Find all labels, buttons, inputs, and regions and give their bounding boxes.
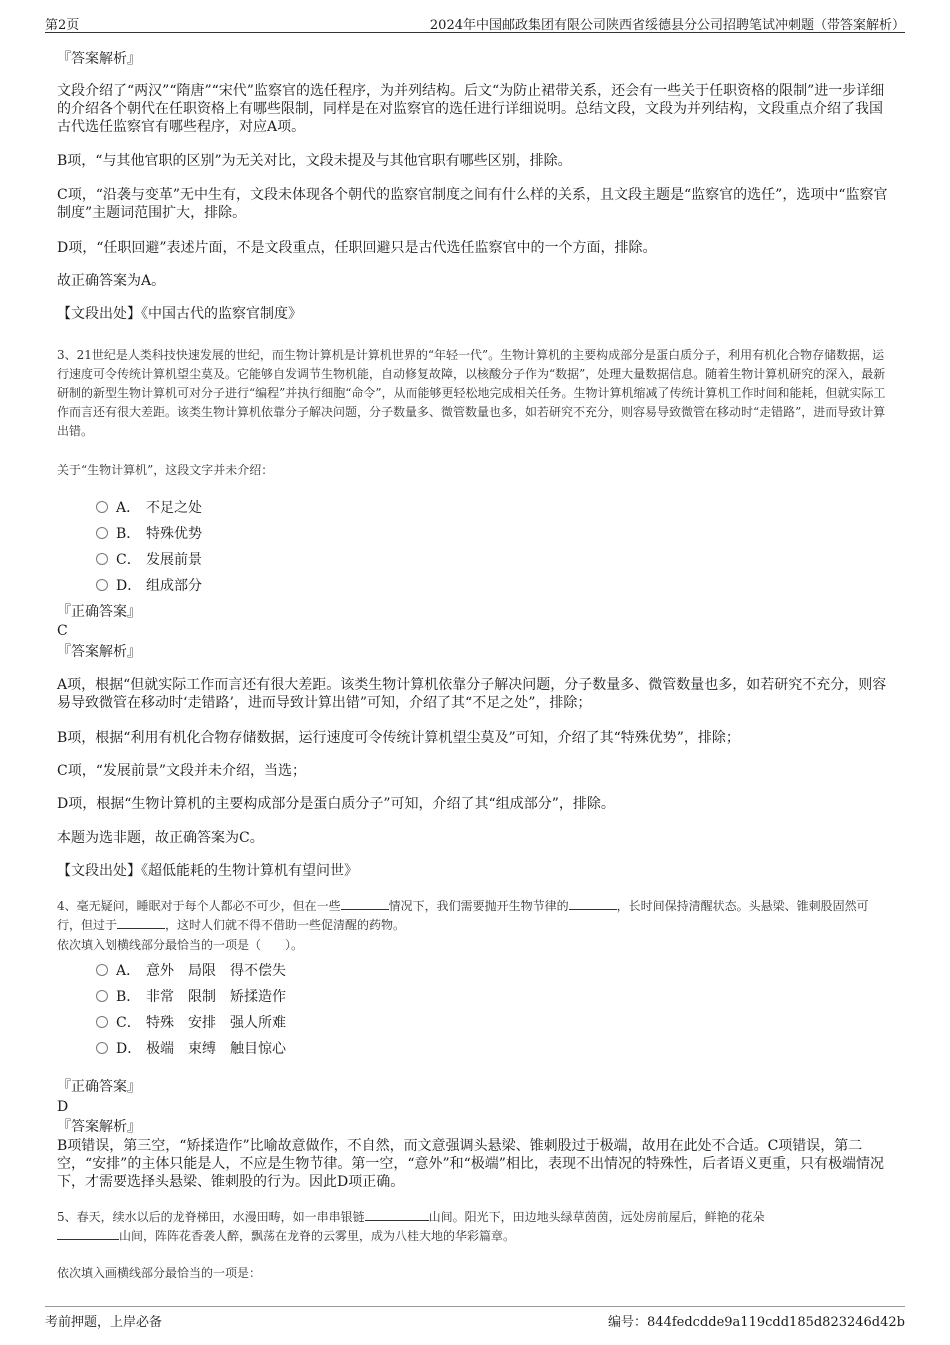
document-code: 编号：844fedcdde9a119cdd185d823246d42b xyxy=(608,1315,905,1330)
q3-analysis-d: D项，根据“生物计算机的主要构成部分是蛋白质分子”可知，介绍了其“组成部分”，排除。 xyxy=(57,796,615,812)
document-title: 2024年中国邮政集团有限公司陕西省绥德县分公司招聘笔试冲刺题（带答案解析） xyxy=(429,18,905,33)
radio-icon[interactable] xyxy=(96,501,108,513)
blank-1 xyxy=(341,909,389,910)
q3-answer-label: 『正确答案』 xyxy=(57,604,141,620)
radio-icon[interactable] xyxy=(96,1042,108,1054)
radio-icon[interactable] xyxy=(96,964,108,976)
q4-analysis: B项错误，第三空，“矫揉造作”比喻故意做作，不自然，而文意强调头悬梁、锥刺股过于极端，故用在此处不合适。C项错误，第二空，“安排”的主体只能是人，不应是生物节律。第一空，“意外”和“极端”相比，表现不出情况的特殊性，后者语义更重，只有极端情况下，才需要选择头悬梁、锥刺股的行为。因此D项正确。 xyxy=(57,1138,884,1190)
q2-source: 【文段出处】《中国古代的监察官制度》 xyxy=(57,306,302,322)
q4-question: 依次填入划横线部分最恰当的一项是（ ）。 xyxy=(57,938,304,952)
q4-option-d[interactable]: D． 极端 束缚 触目惊心 xyxy=(96,1038,300,1058)
q4-answer: D xyxy=(57,1099,69,1115)
blank-2 xyxy=(569,909,617,910)
q3-question: 关于“生物计算机”，这段文字并未介绍： xyxy=(57,463,274,477)
q3-source: 【文段出处】《超低能耗的生物计算机有望问世》 xyxy=(57,863,358,879)
q5-stem: 5、春天，续水以后的龙脊梯田，水漫田畴，如一串串银链 山间。阳光下，田边地头绿草茵茵，远处房前屋后，鲜艳的花朵 山间，阵阵花香袭人醉，飘荡在龙脊的云雾里，成为八桂大地的华彩篇章。 xyxy=(57,1210,765,1243)
blank-2 xyxy=(57,1239,119,1240)
q4-option-c[interactable]: C． 特殊 安排 强人所难 xyxy=(96,1012,300,1032)
q3-answer: C xyxy=(57,623,68,639)
q3-analysis-c: C项，“发展前景”文段并未介绍，当选； xyxy=(57,763,307,779)
q4-answer-label: 『正确答案』 xyxy=(57,1079,141,1095)
q3-option-b[interactable]: B． 特殊优势 xyxy=(96,523,202,543)
q3-option-d[interactable]: D． 组成部分 xyxy=(96,575,202,595)
blank-1 xyxy=(365,1220,429,1221)
q2-analysis-p2: B项，“与其他官职的区别”为无关对比，文段未提及与其他官职有哪些区别，排除。 xyxy=(57,153,572,169)
footer-slogan: 考前押题，上岸必备 xyxy=(45,1315,163,1330)
q3-analysis-conclusion: 本题为选非题，故正确答案为C。 xyxy=(57,830,264,846)
blank-3 xyxy=(117,928,165,929)
q2-analysis-p5: 故正确答案为A。 xyxy=(57,273,166,289)
radio-icon[interactable] xyxy=(96,553,108,565)
page-number: 第2页 xyxy=(45,18,80,33)
q4-analysis-label: 『答案解析』 xyxy=(57,1119,141,1135)
radio-icon[interactable] xyxy=(96,990,108,1002)
q3-analysis-label: 『答案解析』 xyxy=(57,644,141,660)
q5-question: 依次填入画横线部分最恰当的一项是： xyxy=(57,1266,262,1280)
q4-option-b[interactable]: B． 非常 限制 矫揉造作 xyxy=(96,986,300,1006)
radio-icon[interactable] xyxy=(96,527,108,539)
q2-analysis-p1: 文段介绍了“两汉”“隋唐”“宋代”监察官的选任程序，为并列结构。后文“为防止裙带关系，还会有一些关于任职资格的限制”进一步详细的介绍各个朝代在任职资格上有哪些限制，同样是在对监察官的选任进行详细说明。总结文段，文段为并列结构，文段重点介绍了我国古代选任监察官有哪些程序，对应A项。 xyxy=(57,83,885,135)
radio-icon[interactable] xyxy=(96,579,108,591)
q3-stem: 3、21世纪是人类科技快速发展的世纪，而生物计算机是计算机世界的“年轻一代”。生物计算机的主要构成部分是蛋白质分子，利用有机化合物存储数据，运行速度可令传统计算机望尘莫及。它能够自发调节生物机能，自动修复故障，以核酸分子作为“数据”，处理大量数据信息。随着生物计算机研究的深入，最新研制的新型生物计算机可对分子进行“编程”并执行细胞“命令”，从而能够更轻松地完成相关任务。生物计算机缩减了传统计算机工作时间和能耗，但就实际工作而言还有很大差距。该类生物计算机依靠分子解决问题，分子数量多、微管数量也多，如若研究不充分，则容易导致微管在移动时“走错路”，进而导致计算出错。 xyxy=(57,348,886,438)
radio-icon[interactable] xyxy=(96,1016,108,1028)
q3-analysis-a: A项，根据“但就实际工作而言还有很大差距。该类生物计算机依靠分子解决问题，分子数量多、微管数量也多，如若研究不充分，则容易导致微管在移动时‘走错路’，进而导致计算出错”可知，介绍了其“不足之处”，排除； xyxy=(57,677,887,711)
q2-analysis-p4: D项，“任职回避”表述片面，不是文段重点，任职回避只是古代选任监察官中的一个方面，排除。 xyxy=(57,240,657,256)
q4-option-a[interactable]: A． 意外 局限 得不偿失 xyxy=(96,960,300,980)
page-header xyxy=(45,12,905,33)
q3-analysis-b: B项，根据“利用有机化合物存储数据，运行速度可令传统计算机望尘莫及”可知，介绍了其“特殊优势”，排除； xyxy=(57,730,740,746)
q2-analysis-label: 『答案解析』 xyxy=(57,51,141,67)
q2-analysis-p3: C项，“沿袭与变革”无中生有，文段未体现各个朝代的监察官制度之间有什么样的关系，且文段主题是“监察官的选任”，选项中“监察官制度”主题词范围扩大，排除。 xyxy=(57,187,888,221)
q4-stem: 4、毫无疑问，睡眠对于每个人都必不可少，但在一些 情况下，我们需要抛开生物节律的 ，长时间保持清醒状态。头悬梁、锥刺股固然可行，但过于 ，这时人们就不得不借助一些促清醒的药物。 xyxy=(57,899,869,932)
page-footer xyxy=(45,1306,905,1329)
q3-option-a[interactable]: A． 不足之处 xyxy=(96,497,202,517)
q3-option-c[interactable]: C． 发展前景 xyxy=(96,549,202,569)
